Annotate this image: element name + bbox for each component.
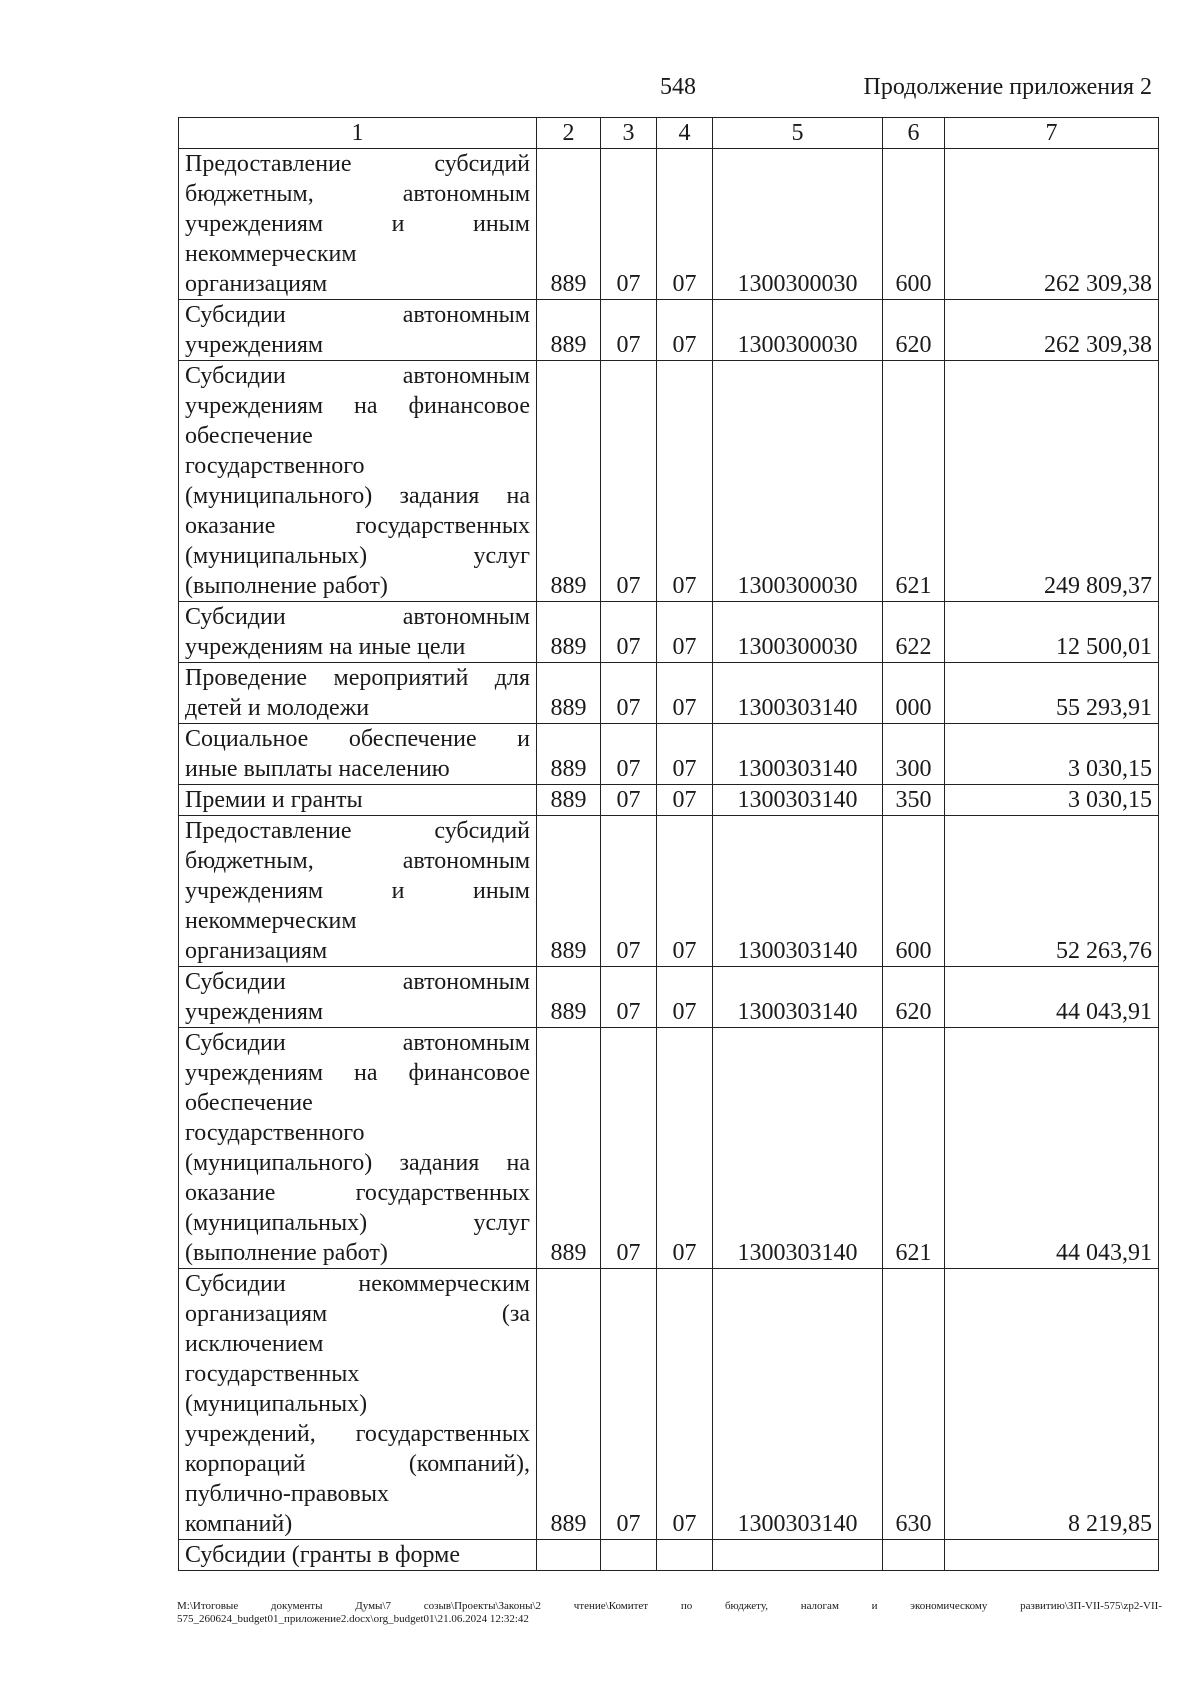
column-header: 4 — [657, 118, 713, 149]
column-number-row — [179, 118, 1159, 149]
description-line: Субсидии некоммерческим — [185, 1271, 530, 1297]
column-header: 1 — [179, 118, 537, 149]
expense-type-cell: 630 — [883, 1269, 945, 1540]
row-description — [179, 724, 537, 785]
amount-cell: 52 263,76 — [945, 816, 1159, 967]
row-description — [179, 785, 537, 816]
description-line: компаний) — [185, 1511, 293, 1537]
description-line: учреждениям — [185, 999, 324, 1025]
subsection-code-cell: 07 — [657, 724, 713, 785]
section-code-cell: 07 — [601, 724, 657, 785]
description-line: детей и молодежи — [185, 695, 370, 721]
description-line: некоммерческим — [185, 908, 357, 934]
subsection-code-cell: 07 — [657, 816, 713, 967]
description-line: Субсидии автономным — [185, 1030, 530, 1056]
page-number: 548 — [660, 74, 696, 100]
description-line: исключением — [185, 1331, 324, 1357]
description-line: учреждениям и иным — [185, 878, 530, 904]
column-header: 6 — [883, 118, 945, 149]
table-row — [179, 602, 1159, 663]
description-line: Проведение мероприятий для — [185, 665, 530, 691]
row-description — [179, 149, 537, 300]
description-line: государственного — [185, 453, 365, 479]
target-article-cell: 1300303140 — [713, 785, 883, 816]
table-row — [179, 1269, 1159, 1540]
section-code-cell: 07 — [601, 149, 657, 300]
admin-code-cell — [537, 1540, 601, 1571]
description-line: обеспечение — [185, 1090, 313, 1116]
description-line: бюджетным, автономным — [185, 181, 530, 207]
description-line: Субсидии (гранты в форме — [185, 1542, 461, 1568]
description-line: (выполнение работ) — [185, 1240, 388, 1266]
description-line: учреждениям на финансовое — [185, 1060, 530, 1086]
amount-cell: 8 219,85 — [945, 1269, 1159, 1540]
row-description — [179, 816, 537, 967]
table-row — [179, 663, 1159, 724]
amount-cell: 44 043,91 — [945, 967, 1159, 1028]
table-row — [179, 724, 1159, 785]
budget-table — [178, 117, 1159, 1571]
subsection-code-cell: 07 — [657, 785, 713, 816]
description-line: Субсидии автономным — [185, 969, 530, 995]
description-line: публично-правовых — [185, 1481, 389, 1507]
target-article-cell: 1300300030 — [713, 361, 883, 602]
description-line: государственных — [185, 1361, 360, 1387]
section-code-cell: 07 — [601, 300, 657, 361]
column-header: 7 — [945, 118, 1159, 149]
target-article-cell: 1300300030 — [713, 149, 883, 300]
description-line: Предоставление субсидий — [185, 151, 530, 177]
subsection-code-cell: 07 — [657, 149, 713, 300]
description-line: (муниципальных) услуг — [185, 1210, 530, 1236]
description-line: учреждениям на финансовое — [185, 393, 530, 419]
target-article-cell: 1300300030 — [713, 300, 883, 361]
row-description — [179, 602, 537, 663]
admin-code-cell: 889 — [537, 361, 601, 602]
description-line: (муниципального) задания на — [185, 1150, 530, 1176]
target-article-cell: 1300303140 — [713, 724, 883, 785]
table-row — [179, 1028, 1159, 1269]
description-line: Субсидии автономным — [185, 604, 530, 630]
expense-type-cell: 621 — [883, 1028, 945, 1269]
expense-type-cell: 600 — [883, 816, 945, 967]
row-description — [179, 1269, 537, 1540]
admin-code-cell: 889 — [537, 1028, 601, 1269]
admin-code-cell: 889 — [537, 602, 601, 663]
amount-cell: 44 043,91 — [945, 1028, 1159, 1269]
admin-code-cell: 889 — [537, 1269, 601, 1540]
amount-cell: 249 809,37 — [945, 361, 1159, 602]
description-line: организациям (за — [185, 1301, 530, 1327]
table-row — [179, 361, 1159, 602]
table-row — [179, 785, 1159, 816]
section-code-cell: 07 — [601, 361, 657, 602]
section-code-cell: 07 — [601, 967, 657, 1028]
description-line: (муниципального) задания на — [185, 483, 530, 509]
description-line: организациям — [185, 938, 328, 964]
subsection-code-cell: 07 — [657, 300, 713, 361]
description-line: Субсидии автономным — [185, 363, 530, 389]
description-line: Социальное обеспечение и — [185, 726, 530, 752]
expense-type-cell — [883, 1540, 945, 1571]
expense-type-cell: 000 — [883, 663, 945, 724]
subsection-code-cell: 07 — [657, 1028, 713, 1269]
expense-type-cell: 350 — [883, 785, 945, 816]
row-description — [179, 361, 537, 602]
section-code-cell: 07 — [601, 663, 657, 724]
description-line: Предоставление субсидий — [185, 818, 530, 844]
admin-code-cell: 889 — [537, 149, 601, 300]
subsection-code-cell: 07 — [657, 1269, 713, 1540]
admin-code-cell: 889 — [537, 967, 601, 1028]
description-line: (муниципальных) — [185, 1391, 368, 1417]
target-article-cell: 1300300030 — [713, 602, 883, 663]
amount-cell — [945, 1540, 1159, 1571]
section-code-cell: 07 — [601, 1028, 657, 1269]
row-description — [179, 300, 537, 361]
table-row — [179, 967, 1159, 1028]
subsection-code-cell: 07 — [657, 361, 713, 602]
subsection-code-cell: 07 — [657, 663, 713, 724]
row-description — [179, 967, 537, 1028]
description-line: государственного — [185, 1120, 365, 1146]
admin-code-cell: 889 — [537, 663, 601, 724]
description-line: бюджетным, автономным — [185, 848, 530, 874]
table-row — [179, 300, 1159, 361]
description-line: корпораций (компаний), — [185, 1451, 530, 1477]
description-line: учреждениям — [185, 332, 324, 358]
target-article-cell: 1300303140 — [713, 663, 883, 724]
continuation-title: Продолжение приложения 2 — [863, 74, 1152, 100]
section-code-cell: 07 — [601, 785, 657, 816]
row-description — [179, 663, 537, 724]
admin-code-cell: 889 — [537, 300, 601, 361]
section-code-cell — [601, 1540, 657, 1571]
section-code-cell: 07 — [601, 1269, 657, 1540]
expense-type-cell: 620 — [883, 300, 945, 361]
target-article-cell — [713, 1540, 883, 1571]
target-article-cell: 1300303140 — [713, 967, 883, 1028]
amount-cell: 262 309,38 — [945, 149, 1159, 300]
file-path-footer: M:\Итоговые документы Думы\7 созыв\Проекты\Законы\2 чтение\Комитет по бюджету, налогам и экономическому развитию\ЗП-VII-575\zp2-VII-575_260624_budget01_приложение2.docx\org_budget01\21.06.2024 12:32:42 — [177, 1600, 1162, 1625]
amount-cell: 55 293,91 — [945, 663, 1159, 724]
table-body — [179, 149, 1159, 1571]
description-line: Субсидии автономным — [185, 302, 530, 328]
column-header: 3 — [601, 118, 657, 149]
description-line: учреждений, государственных — [185, 1421, 530, 1447]
description-line: оказание государственных — [185, 1180, 530, 1206]
table-row — [179, 149, 1159, 300]
subsection-code-cell: 07 — [657, 602, 713, 663]
section-code-cell: 07 — [601, 602, 657, 663]
description-line: учреждениям и иным — [185, 211, 530, 237]
description-line: (муниципальных) услуг — [185, 543, 530, 569]
subsection-code-cell — [657, 1540, 713, 1571]
expense-type-cell: 600 — [883, 149, 945, 300]
row-description — [179, 1540, 537, 1571]
target-article-cell: 1300303140 — [713, 1269, 883, 1540]
expense-type-cell: 620 — [883, 967, 945, 1028]
admin-code-cell: 889 — [537, 785, 601, 816]
table-row — [179, 1540, 1159, 1571]
expense-type-cell: 622 — [883, 602, 945, 663]
admin-code-cell: 889 — [537, 816, 601, 967]
subsection-code-cell: 07 — [657, 967, 713, 1028]
amount-cell: 3 030,15 — [945, 785, 1159, 816]
expense-type-cell: 621 — [883, 361, 945, 602]
expense-type-cell: 300 — [883, 724, 945, 785]
amount-cell: 12 500,01 — [945, 602, 1159, 663]
amount-cell: 3 030,15 — [945, 724, 1159, 785]
table-row — [179, 816, 1159, 967]
description-line: иные выплаты населению — [185, 756, 450, 782]
admin-code-cell: 889 — [537, 724, 601, 785]
description-line: учреждениям на иные цели — [185, 634, 466, 660]
amount-cell: 262 309,38 — [945, 300, 1159, 361]
column-header: 5 — [713, 118, 883, 149]
column-header: 2 — [537, 118, 601, 149]
description-line: оказание государственных — [185, 513, 530, 539]
target-article-cell: 1300303140 — [713, 1028, 883, 1269]
description-line: Премии и гранты — [185, 787, 363, 813]
description-line: (выполнение работ) — [185, 573, 388, 599]
description-line: обеспечение — [185, 423, 313, 449]
target-article-cell: 1300303140 — [713, 816, 883, 967]
row-description — [179, 1028, 537, 1269]
section-code-cell: 07 — [601, 816, 657, 967]
description-line: некоммерческим — [185, 241, 357, 267]
description-line: организациям — [185, 271, 328, 297]
